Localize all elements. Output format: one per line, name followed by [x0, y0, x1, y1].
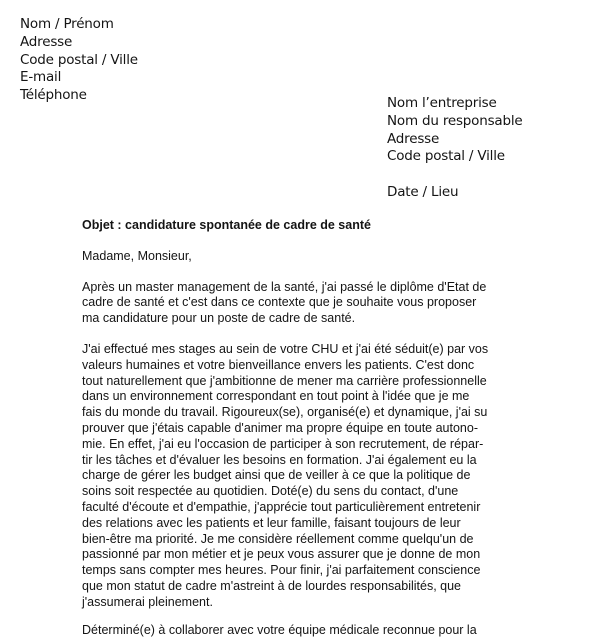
paragraph-line: J'ai effectué mes stages au sein de votre CHU et j'ai été séduit(e) par vos	[82, 341, 489, 356]
paragraph-line: valeurs humaines et votre bienveillance envers les patients. C'est donc	[82, 357, 475, 372]
paragraph-line: cadre de santé et c'est dans ce contexte que je souhaite vous proposer	[82, 295, 477, 310]
paragraph-line: soins soit respectée au quotidien. Doté(e) du sens du contact, d'une	[82, 484, 459, 499]
paragraph-line: charge de gérer les budget ainsi que de veiller à ce que la politique de	[82, 468, 471, 483]
recipient-postal-city: Code postal / Ville	[387, 148, 505, 165]
paragraph-line: prouver que j'étais capable d'animer ma propre équipe en toute autono-	[82, 420, 479, 435]
paragraph-line: dans un environnement correspondant en tout point à l'idée que je me	[82, 389, 470, 404]
sender-block	[20, 16, 138, 105]
recipient-block	[387, 95, 523, 202]
recipient-company: Nom l’entreprise	[387, 95, 497, 111]
paragraph-line: j'assumerai pleinement.	[82, 594, 213, 609]
paragraph-line: Après un master management de la santé, j'ai passé le diplôme d'Etat de	[82, 279, 487, 294]
recipient-manager: Nom du responsable	[387, 112, 523, 129]
paragraph-line: bien-être ma priorité. Je me considère réellement comme quelqu'un de	[82, 531, 474, 546]
letter-subject: Objet : candidature spontanée de cadre de santé	[82, 218, 371, 232]
paragraph-line: faculté d'écoute et d'empathie, j'apprécie tout particulièrement entretenir	[82, 499, 481, 514]
paragraph-line: ma candidature pour un poste de cadre de santé.	[82, 311, 356, 326]
paragraph-3-partial-line: Déterminé(e) à collaborer avec votre équipe médicale reconnue pour la	[82, 623, 477, 637]
paragraph-line: temps sans compter mes heures. Pour finir, j'ai parfaitement conscience	[82, 563, 481, 578]
paragraph-2	[82, 342, 512, 611]
letter-salutation: Madame, Monsieur,	[82, 248, 192, 263]
sender-address: Adresse	[20, 33, 73, 50]
paragraph-line: des relations avec les patients et leur famille, faisant toujours de leur	[82, 515, 461, 530]
sender-name: Nom / Prénom	[20, 16, 114, 32]
recipient-address: Adresse	[387, 130, 440, 147]
sender-email: E-mail	[20, 69, 62, 86]
date-place: Date / Lieu	[387, 184, 459, 201]
paragraph-line: que mon statut de cadre m'astreint à de lourdes responsabilités, que	[82, 578, 461, 593]
sender-phone: Téléphone	[20, 87, 87, 104]
paragraph-line: passionné par mon métier et je peux vous assurer que je donne de mon	[82, 547, 481, 562]
sender-postal-city: Code postal / Ville	[20, 51, 138, 68]
paragraph-line: fais du monde du travail. Rigoureux(se), organisé(e) et dynamique, j'ai su	[82, 405, 488, 420]
paragraph-line: mie. En effet, j'ai eu l'occasion de participer à son recrutement, de répar-	[82, 436, 484, 451]
letter-body	[82, 218, 512, 611]
paragraph-line: tir les tâches et d'évaluer les besoins en formation. J'ai également eu la	[82, 452, 477, 467]
paragraph-1	[82, 280, 512, 327]
paragraph-line: tout naturellement que j'ambitionne de mener ma carrière professionnelle	[82, 373, 487, 388]
